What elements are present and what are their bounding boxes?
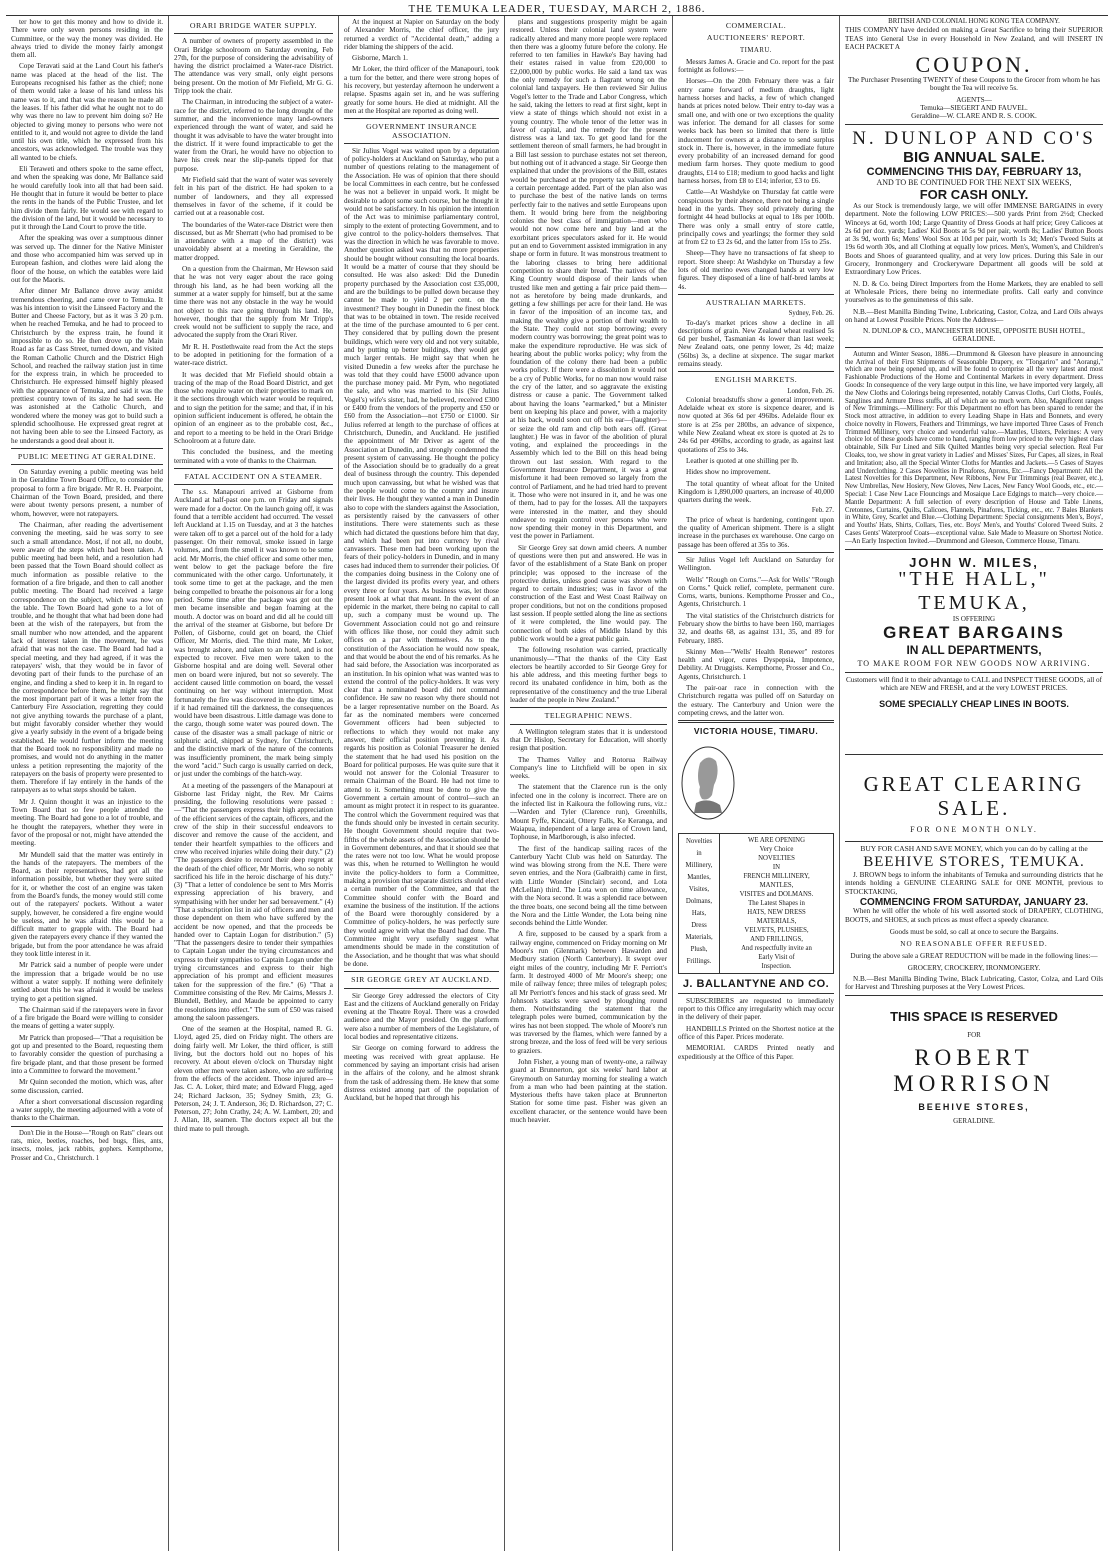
clearing-lines: GROCERY, CROCKERY, IRONMONGERY.	[907, 963, 1041, 972]
fatal-accident-body	[174, 488, 333, 1133]
tea-head: BRITISH AND COLONIAL HONG KONG TEA COMPANY.	[888, 18, 1060, 25]
va-left-line: Dolmans,	[685, 897, 713, 905]
office-notices	[678, 997, 834, 1061]
article-paragraph: After the speaking was over a sumptuous dinner was served up. The dinner for the Native Minister and those who accompanied him was served up in European fashion, and clothes were laid along the floor of the house, on which the eatables were laid out for the Maoris.	[11, 234, 163, 284]
dunlop-line3: FOR CASH ONLY.	[919, 186, 1029, 202]
va-left-line: Hats,	[691, 909, 707, 917]
article-paragraph: Mr Loker, the third officer of the Manapouri, took a turn for the better, and there were strong hopes of his recovery, but yesterday afternoon he underwent a relapse. Spasms again set in, and he was suffering greatly for some hours. He died at midnight. All the men at the Hospital are reported as doing well.	[344, 65, 499, 115]
dunlop-line2: AND TO BE CONTINUED FOR THE NEXT SIX WEEKS,	[876, 177, 1072, 187]
dunlop-body-2: N. D. & Co. being Direct Importers from the Home Markets, they are enabled to sell at Wholesale Prices, there being no intermediate profits. Call early and convince yourselves as to the genuineness of this sale.	[845, 279, 1103, 305]
feb27-date: Feb. 27.	[811, 507, 834, 515]
grey-auckland-body	[344, 992, 499, 1103]
column-5	[673, 16, 840, 1551]
article-paragraph: On a question from the Chairman, Mr Hewson said that he was not very eager about the race going through his land, as he had been working all the summer at a water supply for himself, but at the same time there was not any obstacle in the way he would not object to this race going through his land. He, however, thought that the supply from Mr Tripp's creek would not be sufficient to supply the race, and advocated the supply from the Orari River.	[174, 265, 333, 340]
article-paragraph: Sir George on coming forward to address the meeting was received with great applause. He commenced by saying an important crisis had arisen in the affairs of the colony, and he almost shrank from the task of addressing them. He knew that some distress existed among part of the population of Auckland, but he hoped that through his	[344, 1044, 499, 1103]
article-paragraph: Leather is quoted at one shilling per lb.	[686, 456, 799, 465]
miles-name: JOHN W. MILES,	[909, 554, 1039, 570]
article-paragraph: The statement that the Clarence run is the only infected one in the colony is incorrect. There are on the infected list in Kaikoura the following runs, viz.:—Warden and Tyler (Clarence run), Greenhills, Mount Fyffe, Kincaid, Ottery Falls, Ke Keranga, and Waiapua, independent of a large area of Crown land, Tophouse, in Marlborough, is also infected.	[510, 783, 667, 842]
article-paragraph: The Thames Valley and Rotorua Railway Company's line to Litchfield will be open in six weeks.	[510, 755, 667, 781]
article-paragraph: Gisborne, March 1.	[352, 54, 408, 63]
miles-call: Customers will find it to their advantage to CALL and INSPECT THESE GOODS, all of which are NEW and FRESH, and at the very LOWEST PRICES.	[846, 675, 1102, 692]
tea-coupon: COUPON.	[915, 52, 1033, 78]
dunlop-body-3: N.B.—Best Manilla Binding Twine, Lubricating, Castor, Colza, and Lard Oils always on hand at Lowest Possible Prices. Note the Address—	[845, 307, 1103, 324]
article-paragraph: The first of the handicap sailing races of the Canterbury Yacht Club was held on Saturday. The wind was blowing strong from the N.E. There were seven entries, and the Nora (Galbraith) came in first, with Little Wonder (Sinclair) second, and Lota (McLellan) third. The Lota won on time allowance, with the Nora second. It was a splendid race between the three boats, one second being all the time between the Nora and the Little Wonder, the Lota being nine seconds behind the Little Wonder.	[510, 844, 667, 928]
heading-commercial: COMMERCIAL.	[725, 21, 787, 30]
reserved-store: BEEHIVE STORES,	[918, 1101, 1030, 1112]
news-item: The pair-oar race in connection with the Christchurch regatta was pulled off on Saturday on the estuary. The Canterbury and Union were the competing crews, and the latter won.	[678, 684, 834, 717]
heading-telegraphic: TELEGRAPHIC NEWS.	[544, 711, 633, 721]
australian-body: To-day's market prices show a decline in all descriptions of grain. New Zealand wheat realised 5s 6d per bushel, Tasmanian 4s lower than last week; New Zealand oats, one penny lower, 2s 4d; maize (56lbs) 3s, a decline at sixpence. The sugar market remains steady.	[678, 318, 834, 368]
clearing-body: J. BROWN begs to inform the inhabitants of Temuka and surrounding districts that he intends holding a GENUINE CLEARING SALE for ONE MONTH, previous to STOCKTAKING,	[845, 871, 1103, 896]
article-paragraph: Mr Patrick said a number of people were under the impression that a brigade would be no use without a water supply. If nothing were definitely settled about this he was afraid it would be useless trying to get a petition signed.	[11, 961, 163, 1003]
article-paragraph: Mr Mundell said that the matter was entirely in the hands of the ratepayers. The members of the Board, as their representatives, had got all the information possible, but whether they were suited for it, or whether the cost of an engine was taken from the Board's funds, the money would still come out of the ratepayers' pockets. Without a water supply, however, he considered a fire engine would be useless, and he was afraid this would be a difficult matter to grapple with. The Board had given the ratepayers every chance if they wanted the brigade, but from the poor attendance he was afraid they took little interest in it.	[11, 850, 163, 959]
telegraphic-body	[510, 728, 667, 1125]
column-1	[6, 16, 169, 1551]
miles-shop: "THE HALL," TEMUKA,	[898, 567, 1050, 614]
clearing-nb: N.B.—Best Manilla Binding Twine, Black Lubricating, Castor, Colza, and Lard Oils for Harvest and Threshing purposes at the Very Lowest Prices.	[845, 974, 1103, 992]
place-timaru: TIMARU.	[739, 46, 772, 54]
va-left-line: in	[696, 849, 702, 857]
maori-meeting-continued	[11, 18, 163, 445]
va-right-line: NOVELTIES	[758, 854, 795, 862]
va-right-line: Very Choice	[759, 845, 794, 853]
va-right-line: Inspection.	[761, 962, 792, 970]
va-right-line: VISITES and DOLMANS.	[739, 890, 814, 898]
article-paragraph: Cope Teravati said at the Land Court his father's name was placed at the head of the list. The Europeans recognised his father as the chief; none of them would take a lease of his land unless his name was to it, and that was the reason he made all the leases. If his father did what he ought not to do why was there no law to prevent him doing so? He objected to giving money to persons who were not entitled to it, and would not agree to divide the land until his own title, which he expressed from his ancestors, was acknowledged. The trouble was they all wanted to be chiefs.	[11, 62, 163, 162]
news-item: Sir Julius Vogel left Auckland on Saturday for Wellington.	[678, 555, 834, 573]
clearing-month: FOR ONE MONTH ONLY.	[910, 825, 1038, 835]
va-left-line: Millinery,	[685, 861, 713, 869]
va-right-line: The Latest Shapes in	[748, 899, 805, 907]
va-right-line: And respectfully invite an	[741, 944, 812, 952]
heading-english: ENGLISH MARKETS.	[714, 375, 798, 385]
clearing-refused: NO REASONABLE OFFER REFUSED.	[900, 940, 1048, 949]
reserved-name: ROBERT MORRISON	[893, 1044, 1055, 1096]
miles-great: GREAT BARGAINS	[883, 623, 1065, 643]
tea-agents-1: Temuka—SIEGERT AND FAUVEL.	[920, 104, 1028, 113]
miles-depts: IN ALL DEPARTMENTS,	[906, 643, 1042, 658]
column-2	[169, 16, 339, 1551]
cameo-portrait-icon	[678, 743, 738, 823]
miles-offering: IS OFFERING	[952, 614, 996, 623]
auctioneers-body	[678, 58, 834, 291]
dunlop-address: N. DUNLOP & CO., MANCHESTER HOUSE, OPPOSITE BUSH HOTEL, GERALDINE.	[863, 327, 1085, 344]
public-meeting-body	[11, 468, 163, 1123]
heading-grey-auckland: SIR GEORGE GREY AT AUCKLAND.	[351, 975, 492, 985]
va-right-line: HATS, NEW DRESS	[747, 908, 806, 916]
article-paragraph: Hides show no improvement.	[686, 468, 771, 477]
miles-ad	[845, 553, 1103, 715]
article-paragraph: The boundaries of the Water-race District were then discussed, but as Mr Sherratt (who had promised to be in attendance with a map of the district) was unavoidably absent at a meeting in Geraldine, the matter dropped.	[174, 220, 333, 262]
tea-agents-2: Geraldine—W. CLARE AND R. S. COOK.	[911, 112, 1037, 121]
column-3	[339, 16, 505, 1551]
sydney-date: Sydney, Feb. 26.	[788, 310, 834, 318]
office-notice: HANDBILLS Printed on the Shortest notice at the office of this Paper. Prices moderate.	[678, 1024, 834, 1042]
va-right-line: MATERIALS,	[756, 917, 797, 925]
article-paragraph: A Wellington telegram states that it is understood that Dr Hislop, Secretary for Education, will shortly resign that position.	[510, 727, 667, 753]
reserved-space-ad	[845, 999, 1103, 1126]
clearing-commencing: COMMENCING FROM SATURDAY, JANUARY 23.	[859, 896, 1089, 908]
article-paragraph: Sir George Grey addressed the electors of City East and the citizens of Auckland generally on Friday evening at the Theatre Royal. There was a crowded audience and the Mayor presided. On the platform were also a number of members of the Legislature, of local bodies and representative citizens.	[344, 991, 499, 1042]
clearing-goods: Goods must be sold, so call at once to secure the Bargains.	[889, 927, 1059, 936]
drummond-gleeson-ad: Autumn and Winter Season, 1886.—Drummond & Gleeson have pleasure in announcing the Arrival of their First Shipments of Seasonable Drapery, ex "Tongariro" and "Aorangi," which are now being opened up, and will be found to comprise all the very latest and most Fashionable Productions of the Home and Continental Markets in every department. Dress Goods: In consequence of the very large output in this line, we have imported very largely, all the New Cloths and Colorings being represented, notably Canvas Cloths, Curl Cloths, Foulés, Sanglines and Armure Dress stuffs, all of which are so much worn. Also, Magnificent ranges of New Trimmings.—Millinery: For this Department no effort has been spared to render the Stock most attractive, in addition to every Leading Shape in Hats and Bonnets, and every choice novelty in Flowers, Feathers and Trimmings, we have imported Three Cases of French Trimmed Millinery, very choice and wonderful value.—Mantles, Ulsters, Pelerines: A very choice lot of these goods have come to hand, ranging from low priced to the very highest class obtainable, Silk Fur Lined and Silk Quilted Mantles being very special selection. Real Fur Cloaks, too, we show in great variety in Ladies' and Misses' Sizes, Fur Capes, all sizes, in Real and Imitation; also, all the Special Winter Cloths for Mantles and Jackets.—5 Cases of Stayes and Underclothing. 2 Cases Novelties in Pinafores, Aprons, Etc.—Fancy Department: All the Latest Novelties for this Department, New Ribbons, New Fur Trimmings (real Beaver, etc.), New Umbrellas, New Hosiery, New Gloves, New Laces, New Fancy Wool Goods, etc., etc.—Special: 1 Case New Lace Flouncings and Mosaique Lace Edgings to match—very choice.—Mantle Department: A full selection of every description of House and Table Linens, Cretonnes, Curtains, Quilts, Calicoes, Flannels, Pinafores, Ticking, etc., etc. 7 Bales Blankets in White, Grey, Scarlet and Blue.—Clothing Department: Special consignments Men's, Boys', and Youths' Hats, Shirts, Collars, Ties, etc. Boys' Men's, and Youths' Colored Tweed Suits. 2 Cases Gents' Waterproof Coats—exceptional value. Sale Made to Measure on Shortest Notice.—An Early Inspection Invited.—Drummond and Gleeson, Commerce House, Timaru.	[845, 350, 1103, 545]
orari-water-body	[174, 37, 333, 465]
article-paragraph: After a short conversational discussion regarding a water supply, the meeting adjourned with a vote of thanks to the Chairman.	[11, 1097, 163, 1123]
heading-orari-water: ORARI BRIDGE WATER SUPPLY.	[189, 21, 318, 30]
misc-items	[678, 556, 834, 717]
office-notice: SUBSCRIBERS are requested to immediately report to this Office any irregularity which may occur in the delivery of their paper.	[678, 996, 834, 1022]
heading-public-meeting: PUBLIC MEETING AT GERALDINE.	[17, 451, 157, 461]
va-right-line: IN	[772, 863, 781, 871]
article-paragraph: John Fisher, a young man of twenty-one, a railway guard at Brunnerton, got six weeks' hard labor at Greymouth on Saturday morning for stealing a watch from a man who had been painting at the station. Mysterious thefts have taken place at Brunnerton Station for some time past. Fisher was given an excellent character, or the sentence would have been much heavier.	[510, 1057, 667, 1124]
va-left-line: Dress	[691, 921, 707, 929]
heading-australian: AUSTRALIAN MARKETS.	[705, 297, 807, 307]
dunlop-ad	[845, 128, 1103, 344]
inquest-body	[344, 18, 499, 115]
news-item: Wells' "Rough on Corns."—Ask for Wells' "Rough on Corns." Quick relief, complete, permanent cure. Corns, warts, bunions. Kempthorne Prosser and Co., Agents, Christchurch. 1	[678, 575, 834, 609]
tea-text: THIS COMPANY have decided on making a Great Sacrifice to bring their SUPERIOR TEAS into General Use in every Household in New Zealand, and will INSERT IN EACH PACKET A	[845, 26, 1103, 51]
va-right-line: VELVETS, PLUSHES,	[744, 926, 809, 934]
miles-boots: SOME SPECIALLY CHEAP LINES IN BOOTS.	[879, 699, 1069, 710]
victoria-house-title: VICTORIA HOUSE, TIMARU.	[693, 726, 819, 737]
article-paragraph: Mr Quinn seconded the motion, which was, after some discussion, carried.	[11, 1078, 163, 1095]
article-paragraph: The Chairman, in introducing the subject of a water-race for the district, referred to the long drought of the summer, and the inconvenience many land-owners experienced through the want of water, and said he thought it was advisable to have the water brought into the district. If it were found impracticable to get the water from the Orari, he would have no objection to have his creek near the slip-panels tipped for that purpose.	[174, 98, 333, 173]
tea-agents-label: AGENTS—	[956, 95, 992, 104]
article-paragraph: Mr R. H. Postlethwaite read from the Act the steps to be adopted in petitioning for the formation of a water-race district.	[174, 342, 333, 368]
column-6-ads	[840, 16, 1108, 1551]
tea-text-2: The Purchaser Presenting TWENTY of these Coupons to the Grocer from whom he has bought the Tea will receive 5s.	[847, 76, 1101, 93]
news-item: The vital statistics of the Christchurch districts for February show the births to have been 160, marriages 32, and deaths 68, as against 131, 35, and 89 for February, 1885.	[678, 611, 834, 645]
grey-continued-body	[510, 18, 667, 704]
va-right-list	[720, 834, 833, 973]
va-right-line: WE ARE OPENING	[747, 836, 805, 844]
article-paragraph: A number of owners of property assembled in the Orari Bridge schoolroom on Saturday evening, Feb 27th, for the purpose of considering the advisability of having the district proclaimed a Water-race District. The attendance was very small, only eight persons being present. On the motion of Mr Fiefield, Mr G. G. Tripp took the chair.	[174, 37, 333, 96]
article-paragraph: Messrs James A. Gracie and Co. report for the past fortnight as follows:—	[678, 57, 834, 75]
va-left-line: Materials,	[685, 933, 713, 941]
heading-insurance: GOVERNMENT INSURANCE ASSOCIATION.	[365, 122, 477, 140]
article-paragraph: Eli Teraweti and others spoke to the same effect, and when the speaking was done, Mr Ballance said he would carefully look into all that had been said. He thought that in future it would be better to place the rents in the hands of the Public Trustee, and let him divide them fairly. He would see with regard to the division of the land, but it would be necessary to put it through the Land Court to prove the title.	[11, 165, 163, 232]
va-left-line: Plush,	[690, 945, 708, 953]
va-left-line: Visites,	[688, 885, 710, 893]
dunlop-sub: BIG ANNUAL SALE.	[903, 148, 1045, 166]
article-paragraph: ter how to get this money and how to divide it. There were only seven persons residing in the Cummittee, or the way the money was divided. He always tried to divide the money fairly amongst them all.	[11, 18, 163, 60]
reserved-title: THIS SPACE IS RESERVED	[890, 1008, 1058, 1024]
article-paragraph: The Chairman said if the ratepayers were in favor of a fire brigade the Board were willing to consider the means of getting a water supply.	[11, 1005, 163, 1031]
article-paragraph: Sir George Grey sat down amid cheers. A number of questions were then put and answered. He was in favor of the establishment of a State Bank on proper principle; was opposed to the increase of the protective duties, unless good cause was shown with regard to certain industries; was in favor of the construction of the East and West Coast Railway on proper conditions, but not on the conditions proposed last session. If people settled along the line as sections of it were completed, the line would pay. The connection of both sides of Middle Island by this public work would be a great public gain.	[510, 543, 667, 643]
article-paragraph: Cattle—At Washdyke on Thursday fat cattle were conspicuous by their absence, there not being a single head in the yards. They sold privately during the fortnight 44 head bullocks at equal to 18s per 100lb. There was only a small entry of store cattle, principally cows and yearlings; the former they sold at from £2 to £3 2s 6d, and the latter from 15s to 25s.	[678, 188, 834, 247]
clearing-when: When he will offer the whole of his well assorted stock of DRAPERY, CLOTHING, BOOTS, and SHOES, at such prices as must effect a speedy clearance.	[845, 907, 1103, 924]
ad-rough-on-rats: Don't Die in the House—"Rough on Rats" clears out rats, mice, beetles, roaches, bed bugs, flies, ants, insects, moles, jack rabbits, gophers. Kempthorne, Prosser and Co., Christchurch. 1	[11, 1129, 163, 1162]
article-paragraph: Mr Patrick than proposed—"That a requisition be got up and presented to the Board, requesting them to favorably consider the question of purchasing a fire brigade plant, and that those present be formed into a Committee to forward the movement."	[11, 1033, 163, 1075]
dunlop-body: As our Stock is tremendously large, we will offer IMMENSE BARGAINS in every department. Note the following LOW PRICES:—500 yards Print from 2½d; Checked Winceys at 6d, worth 10d; Large Quantity of Dress Goods at half price; Grey Calicoes at 2s 6d per doz. yards; Ladies' Kid Boots at 5s 9d per pair, worth 8s; Ladies' Button Boots at 3s 9d, worth 6s; Mens' Wool Sox at 10d per pair, worth 1s 3d; Men's Tweed Suits at 19s 6d worth 30s, and all Clothing at equally low prices. Men's, Women's, and Children's Boots and Shoes of guaranteed quality, and at very low prices. During this Sale in our Grocery, Ironmongery and Crockeryware Department all goods will be sold at Extraordinary Low Prices.	[845, 201, 1103, 277]
insurance-body	[344, 147, 499, 968]
article-paragraph: At the inquest at Napier on Saturday on the body of Alexander Morris, the chief officer, the jury returned a verdict of "Accidental death," adding a rider blaming the shippers of the acid.	[344, 18, 499, 51]
article-paragraph: Colonial breadstuffs show a general improvement. Adelaide wheat ex store is sixpence dearer, and is now quoted at 36s 6d per 496lbs. Adelaide flour ex store is at 25s per 280lbs, an advance of sixpence, while New Zealand wheat ex store is quoted at 2s to 24s 6d per 496lbs, according to grade, as against last quotations of 25s to 34s.	[678, 395, 834, 454]
va-right-line: MANTLES,	[759, 881, 794, 889]
subheading-auctioneers: AUCTIONEERS' REPORT.	[706, 33, 806, 43]
va-right-line: AND FRILLINGS,	[750, 935, 803, 943]
english-body-2: The price of wheat is hardening, contingent upon the quality of American shipment. There is a slight increase in the purchases ex warehouse. One cargo on passage has been offered at 35s to 36s.	[678, 515, 834, 549]
english-body	[678, 396, 834, 505]
ballantyne-firm: J. BALLANTYNE AND CO.	[682, 977, 830, 990]
article-paragraph: plans and suggestions prosperity might be again restored. Unless their colonial land system were radically altered and many more people were replaced then there was a gloomy future before the colony. He referred to ten families in Hawke's Bay having had their estates raised in value from £20,000 to £2,000,000 by public works. He said a land tax was the only remedy for such a flagrant wrong on the colonial land taxpayers. He then reviewed Sir Julius Vogel's letter to the Trade and Labor Congress, which he said, taking the letters to read at first sight, kept in view a state of things which should not exist in a young country. The whole tenor of the letter was in favor of capital, and the remedy for the present distress was a land tax. To get good land for the settlement thereon of small farmers, he had brought in a Bill last session to purchase estates not set thereon, but nothing out of it advanced a stage. Sir George then explained that under the provisions of the Bill, estates would be purchased at the property tax valuation and a certain percentage added. Part of the plan also was to purchase the best of the native lands on terms perfectly fair to the natives and settle Europeans upon them. It would bring here from the neighboring colonies the best class of immigration—men who would not now come here and buy land at the exorbitant prices speculators asked for it. He would put an end to Government assisted immigration in any shape or form in future. It was monstrous treatment to the laboring classes to bring here additional competition to share their bread. The natives of the King Country would dispose of their lands when trusted like men and getting a fair price paid them—not as heretofore by being made drunkards, and getting a few shillings per acre for their land. He was in favor of the imposition of an income tax, and making the wealthy give a portion of their wealth to the State. They could not stop borrowing; every modern country was borrowing; the great point was to make the expenditure reproductive. He was sick of hearing about the public works policy; why from the foundation of the colony there had been a public works policy. If there were a dissolution it would not be a cry of Public Works, for no man now would raise the cry of the latter, and so aggravate the existing distress or cause a panic. The Government talked about having the loans "earmarked," but a Minister bent on keeping his place and power, with a majority at his back, would soon cut off his ear—(laughter)—or seize the old ram and clip both ears off. (Great laughter.) He was in favor of the abolition of plural voting, and explained the proceedings in the Assembly which led to the Bill on this head being thrown out last session. With regard to the Government Insurance Department, it was a great misfortune it had been removed so largely from the control of Parliament, and he had tried hard to prevent it. Those who were not insured in it, and he was one of them, had to pay for the losses. All the taxpayers were interested in the matter, and they should endeavor to regain control over persons who were now spending their money in this Department, and vest the power in Parliament.	[510, 18, 667, 541]
article-paragraph: The Chairman, after reading the advertisement convening the meeting, said he was sorry to see such a small attendance. Most, if not all, no doubt, were aware of the steps which had been taken. A public meeting had been held, and a resolution had been passed that the Town Board should collect as much information as possible relative to the formation of a fire brigade, and then to call another public meeting. The Board had received a large correspondence on the subject, which was now on the table. The Town Board had gone to a lot of trouble, and he thought that what had been done had been at the wish of the ratepayers, but from the small number who now attended, and the apparent lack of interest taken in the movement, he was afraid that was not the case. The Board had had a special meeting, and they had agreed, if it was the ratepayers' wish, that they would be in favor of devoting part of their funds to the purchase of an engine, and finding a shed to keep it in. In regard to the correspondence before them, he might say that the most important part of it was a letter from the Canterbury Fire Association, regretting they could not give anything towards the purchase of a plant, but might favorably consider whether they would give a yearly subsidy in the event of a brigade being established. He would further inform the meeting that the Board took no responsibility and made no promises, and would not do anything in the matter unless a petition representing the majority of the ratepayers on the basis of property were presented to them. Therefore if lay entirely in the hands of the ratepayers as to what steps should be taken.	[11, 520, 163, 795]
clearing-during: During the above sale a GREAT REDUCTION will be made in the following lines:—	[850, 952, 1098, 961]
article-paragraph: The s.s. Manapouri arrived at Gisborne from Auckland at half-past one p.m. on Friday and signals were made for a doctor. On the launch going off, it was found that a terrible accident had occurred. The vessel left Auckland at 1.15 on Tuesday, and at 3 the hatches were taken off to get a parcel out of the hold for a lady passenger. On their removal, smoke issued in large volumes, and from the smell it was known to be some acid. Mr Morris, the chief officer and some other men, went below to get the package before the fire communicated with the other cargo. Unfortunately, it took some time to get at the package, and the men being compelled to breathe the poisonous air for a long period. Some time after the package was got out the men became insensible and began foaming at the mouth. A doctor was on board and did all he could till the arrival of the steamer at Gisborne, but before Dr Pollen, of Gisborne, could get on board, the Chief Officer, Mr Morris, died. The third mate, Mr Loker, was brought ashore, and taken to an hotel, and is not expected to recover. Five men were taken to the Gisborne hospital and are doing well. Several other men on board were injured, but not so severely. The accident caused little commotion on board, the vessel continuing on her way without interruption. Most fortunately the fire was discovered in the day time, as if it had remained till the darkness, the consequences would have been disastrous. Little damage was done to the cargo, though some water was poured down. The cause of the disaster was a small package of nitric or sulphuric acid, shipped at Sydney, for Christchurch, and the distinctive mark of the nature of the contents was insufficiently prominent, the mark being simply the word "acid." Such cargo is usually carried on deck, or just under the combings of the hatch-way.	[174, 488, 333, 779]
tea-company-ad	[845, 18, 1103, 121]
masthead: THE TEMUKA LEADER, TUESDAY, MARCH 2, 1886.	[6, 0, 1108, 16]
heading-fatal-accident: FATAL ACCIDENT ON A STEAMER.	[184, 471, 323, 481]
news-item: Skinny Men—"Wells' Health Renewer" restores health and vigor, cures Dyspepsia, Impotence, Debility. At Druggists. Kempthorne, Prosser and Co., Agents, Christchurch. 1	[678, 647, 834, 681]
va-left-line: Mantles,	[687, 873, 711, 881]
va-left-line: Novelties	[685, 837, 713, 845]
article-paragraph: At a meeting of the passengers of the Manapouri at Gisborne last Friday night, the Rev. Mr Cairns presiding, the following resolutions were passed :—"That the passengers express their high appreciation of the efficient services of the captain, officers, and the crew of the ship in their successful endeavors to discover and remove the cause of the accident, and tender their heartfelt sympathies to the officers and crew who received injuries while doing their duty." (2) "The passengers desire to record their deep regret at the death of the chief officer, Mr Morris, who so nobly sacrificed his life in the heroic discharge of his duty." (3) "That a letter of condolence be sent to Mrs Morris expressing appreciation of his bravery, and sympathising with her under her sad bereavement." (4) "That a subscription list in aid of officers and men and those dependent on them who have suffered by the accident be now opened, and that the proceeds be handed over to Captain Logan for distribution." (5) "That the passengers desire to tender their sympathies to Captain Logan under the trying circumstances and express to their sympathies to Captain Logan under the trying circumstances and express to their high appreciation of his prompt and efficient measures taken for the suppression of the fire." (6) "That a Committee consisting of the Rev. Mr Cairns, Messrs J. Blundell, Bethley, and Maude be appointed to carry the resolutions into effect." The sum of £50 was raised among the saloon passengers.	[174, 781, 333, 1022]
article-paragraph: The following resolution was carried, practically unanimously—"That the thanks of the City East electors be heartily accorded to Sir George Grey for his able address, and this meeting further begs to record its unabated confidence in him, both as the representative of the constituency and the true Liberal leader of the people in New Zealand."	[510, 646, 667, 705]
clearing-title: GREAT CLEARING SALE.	[863, 772, 1085, 821]
dunlop-title: N. DUNLOP AND CO'S	[852, 127, 1096, 149]
article-paragraph: One of the seamen at the Hospital, named R. G. Lloyd, aged 25, died on Friday night. The others are doing fairly well. Mr Loker, the third officer, is still living, but the doctors hold out no hopes of his recovery. At about eleven o'clock on Thursday night eleven other men were taken ashore, who are suffering from the effects of the accident. Those injured are—Jas. C. A. Loker, third mate; and Edward Flugg, aged 24; Richard Jackson, 35; Sydney Smith, 23; G. Peterson, 24; J. T. Anderson, 36; D. Richardson, 27; C. Peterson, 27; John Crathy, 24; A. W. Lambert, 20; and J. Allan, 18, seamen. The doctors expect all but the third mate to pull through.	[174, 1025, 333, 1133]
reserved-for: FOR	[967, 1030, 981, 1039]
article-paragraph: It was decided that Mr Fiefield should obtain a tracing of the map of the Road Board District, and get those who require water on their properties to mark on it the sections through which water would be required, and to sign the petition for the same; and that, if in his opinion sufficient inducement is offered, he obtain the opinion of an engineer as to the probable cost, &c., and report to a meeting to be held in the Orari Bridge Schoolroom at a future date.	[174, 370, 333, 445]
va-left-line: Frillings.	[686, 957, 712, 965]
article-paragraph: Sheep—They have no transactions of fat sheep to report. Store sheep: At Washdyke on Thursday a few lots of old merino ewes changed hands at very low figures. They disposed of a line of half-bred lambs at 4s.	[678, 249, 834, 291]
article-paragraph: Horses—On the 20th February there was a fair entry came forward of medium draughts, light harness horses and hacks, a few of which changed hands at prices noted below. Their entry to-day was a small one, and with one or two exceptions the quality was inferior. The demand for all classes for some weeks back has been so limited that there is little inducement for owners at a distance to send surplus stock in. There is, however, in the immediate future every probability of an increased demand for good medium farm horses. They quote medium to good draughts, £14 to £18; medium to good hacks and light harness horses, from £8 to £14; inferior, £3 to £6.	[678, 77, 834, 186]
va-right-line: FRENCH MILLINERY,	[743, 872, 810, 880]
article-paragraph: On Saturday evening a public meeting was held in the Geraldine Town Board Office, to consider the proposal to form a fire brigade. Mr R. H. Pearpoint, Chairman of the Town Board, presided, and there were about twenty persons present, a number of whom, however, were not ratepayers.	[11, 468, 163, 518]
london-date: London, Feb. 26.	[787, 387, 834, 395]
office-notice: MEMORIAL CARDS Printed neatly and expeditiously at the Office of this Paper.	[678, 1044, 834, 1061]
reserved-town: GERALDINE.	[953, 1117, 995, 1126]
victoria-house-ad	[678, 833, 834, 974]
clearing-sale-ad	[845, 758, 1103, 991]
clearing-store: BEEHIVE STORES, TEMUKA.	[863, 854, 1085, 871]
article-paragraph: This concluded the business, and the meeting terminated with a vote of thanks to the Chairman.	[174, 448, 333, 465]
va-left-list	[679, 834, 720, 973]
va-right-line: Early Visit of	[758, 953, 795, 961]
article-paragraph: The total quantity of wheat afloat for the United Kingdom is 1,890,000 quarters, an increase of 40,000 quarters during the week.	[678, 479, 834, 505]
miles-room: TO MAKE ROOM FOR NEW GOODS NOW ARRIVING.	[857, 659, 1091, 669]
clearing-buy: BUY FOR CASH AND SAVE MONEY, which you can do by calling at the	[860, 843, 1088, 853]
dunlop-line1: COMMENCING THIS DAY, FEBRUARY 13,	[866, 165, 1082, 178]
column-container	[6, 16, 1108, 1551]
column-4	[505, 16, 673, 1551]
article-paragraph: Sir Julius Vogel was waited upon by a deputation of policy-holders at Auckland on Saturday, who put a number of questions relating to the management of the Association. He was of opinion that there should be local Committees in each centre, but he confessed he was not a believer in unpaid work. It might be desirable to adopt some such course, but he thought it would not be satisfactory. In his opinion the intention of the Act was to minimise parliamentary control, simply to the extent of protecting Government, and to give control to the policy-holders themselves. That was the direction in which he was favorable to move. Another question asked was that no more properties should be bought without consulting the local boards. It would be a matter of course that they should be consulted. He was also asked: Did the Dunedin property purchased by the Association cost £35,000, and are the buildings to be pulled down because they cannot be made to yield 2 per cent. on the investment? They bought in Dunedin the finest block that was to be obtained in town. The reside received at the time of the purchase amounted to 6 per cent. They considered that by pulling down the present buildings, which were very old and not very suitable, and by putting up better buildings, they would get much larger rentals. He might say that when he visited Dunedin a few weeks after the purchase he was told that they could have £5000 advance upon the purchase money paid. Mr Pym, who negotiated the sale, and who was married to his (Sir Julius Vogel's) wife's sister, had, he believed, received £300 or £400 from the vendors of the property and £50 or £60 from the Association—not £750 or £1000. Sir Julius referred at length to the purchase of offices at Christchurch, Dunedin, and Auckland. He justified the appointment of Mr Driver as agent of the Association at Dunedin, and strongly condemned the present system of canvassing. He thought the policy of the Association should be to gradually do a great deal of business through the country. This depended much upon canvassing, but what he wished was that the people would come to the country and insure their lives. He thought they wanted a man in Dunedin also to cope with the slanders against the Association, as persistently raised by the canvassers of other institutions. There were statements such as these which had dictated the questions before him that day, and which had been put into currency by rival canvassers. These men had been working upon the fears of their policy-holders in Dunedin, and in many cases had induced them to surrender their policies. Of the companies doing business in the Colony one of the largest divided its profits every year, and others every three or four years. As business was, let those present look at what that meant. In the event of an epidemic in the market, there being no capital to call up, such a company must be wound up. The Government Association could not go and reinsure with offices like those, nor could they admit such offices on a par with themselves. As to the constitution of the Association he would now speak, and that would be about the end of his remarks. As he had said before, the Association was incorporated as an institution. In his opinion what was wanted was to extend the control of the policy-holders. It was very clear that a nominated board did not command confidence. He saw no reason why there should not be a larger representative number on the Board. As far as the nominated members were concerned Government officers had been subjected to reflections to which they would not make any answer, their official position preventing it. As regards his position as Colonial Treasurer he denied the statement that he had used his position on the Board for political purposes. He was quite sure that it would not answer for the Colonial Treasurer to remain Chairman of the Board. He had not time to attend to it. Something must be done to give the Government a certain amount of control—such an amount as might protect it in respect to its guarantee. The control which the Government required was that the funds should only be invested in certain security. He thought Government should require that two-fifths of the whole assets of the Association should be in Government debentures, and that it should see that the rates were not too low. What he would propose was this, when he returned to Wellington he would invite the policy-holders to form a Committee, making a provision that separate districts should elect a certain number of the Committee, and that the Committee should confer with the Board and examine the business of the institution. If the actions of the Board were thoroughly considered by a Committee of policy-holders, he was perfectly sure they would agree with what the Board had done. The Committee might very usefully suggest what amendments should be made in the constitution of the Association, and he thought that was what should be done.	[344, 146, 499, 968]
article-paragraph: Mr J. Quinn thought it was an injustice to the Town Board that so few people attended the meeting. The Board had gone to a lot of trouble, and he thought the ratepayers, whether they were in favor of the proposal or not, might have attended the meeting.	[11, 797, 163, 848]
article-paragraph: A fire, supposed to be caused by a spark from a railway engine, commenced on Friday morning on Mr Moore's run (Glenmark) between Hawarden and Medbury station (North Canterbury). It swept over eight miles of the country, including Mr F. Perriott's farm. It destroyed 4000 of Mr Moore's sheep; one mile of railway fence; three miles of telegraph poles; all Mr Perriott's fences and his stack of grass seed. Mr Johnson's stacks were saved by ploughing round them. Notwithstanding the statement that the telegraph poles were burned, communication by the wires has not been stopped. The whole of Moore's run was traversed by the flames, which were fanned by a strong breeze, and the loss of feed will be very serious to graziers.	[510, 930, 667, 1055]
article-paragraph: After dinner Mr Ballance drove away amidst tremendous cheering, and came over to Temuka. It was his intention to visit the Linseed Factory and the Butter and Cheese Factory, but as it was 3 20 p.m. when he reached Temuka, and he had to proceed to Christchurch by the express train, he found it impossible to do so. He then drove up the Main Road as far as Cass Street, turned down, and visited the Roman Catholic Church and the District High School, and reached the railway station just in time for the express train, in which he proceeded to Christchurch. He expressed himself highly pleased with the appearance of Temuka, and said it was the prettiest country town of its size he had seen. He was astonished at the Catholic Church, and wondered where the money was got to build such a splendid schoolhouse. He expressed great regret at not having been able to see the Linseed Factory, as he understands a good deal about it.	[11, 287, 163, 445]
article-paragraph: Mr Fiefield said that the want of water was severely felt in his part of the district. He had spoken to a number of landowners, and they all expressed themselves in favor of the scheme, if it could be carried out at a reasonable cost.	[174, 176, 333, 218]
